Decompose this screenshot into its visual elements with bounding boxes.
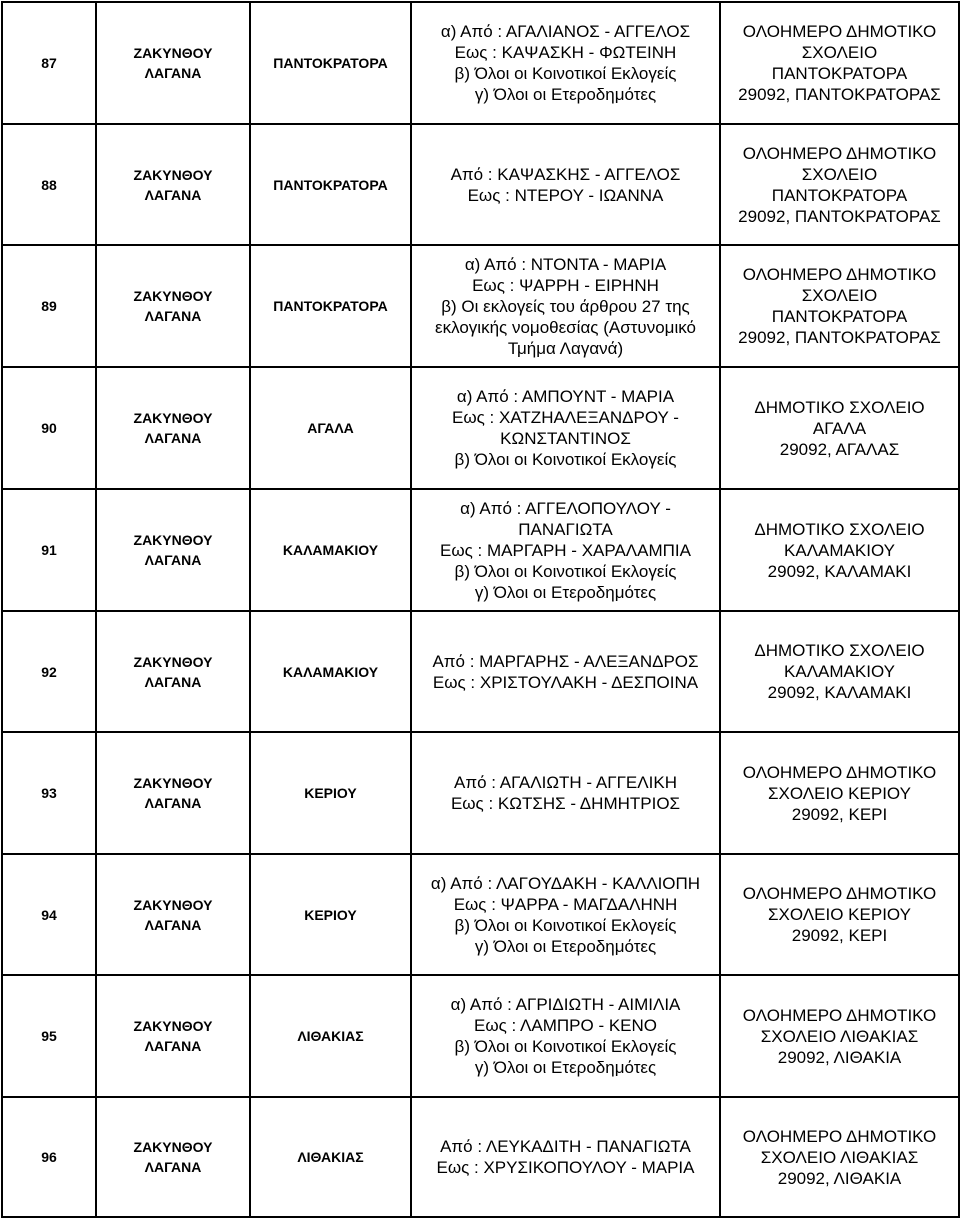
place-line: 29092, ΠΑΝΤΟΚΡΑΤΟΡΑΣ <box>738 85 941 104</box>
table-row <box>2 245 959 367</box>
place-line: ΟΛΟΗΜΕΡΟ ΔΗΜΟΤΙΚΟ <box>742 265 937 284</box>
voters-line: β) Όλοι οι Κοινοτικοί Εκλογείς <box>454 561 677 581</box>
voters-line: γ) Όλοι οι Ετεροδημότες <box>474 936 657 956</box>
table-row <box>2 367 959 489</box>
place-line: 29092, ΠΑΝΤΟΚΡΑΤΟΡΑΣ <box>738 328 941 347</box>
station-number: 89 <box>2 245 96 367</box>
municipality-line: ΖΑΚΥΝΘΟΥ <box>133 775 213 791</box>
voters-line: Από : ΛΕΥΚΑΔΙΤΗ - ΠΑΝΑΓΙΩΤΑ <box>440 1137 691 1156</box>
table-row <box>2 975 959 1097</box>
polling-place-cell <box>720 975 959 1097</box>
place-line: 29092, ΚΑΛΑΜΑΚΙ <box>767 683 912 702</box>
station-number: 96 <box>2 1097 96 1217</box>
voters-range-cell <box>411 975 720 1097</box>
municipality-line: ΛΑΓΑΝΑ <box>144 1038 202 1054</box>
place-line: ΣΧΟΛΕΙΟ <box>801 286 878 305</box>
municipality-cell <box>96 2 250 124</box>
municipality-cell <box>96 975 250 1097</box>
place-line: ΣΧΟΛΕΙΟ ΚΕΡΙΟΥ <box>768 783 911 803</box>
polling-stations-table <box>1 1 960 1218</box>
area-name: ΠΑΝΤΟΚΡΑΤΟΡΑ <box>250 245 411 367</box>
place-line: ΟΛΟΗΜΕΡΟ ΔΗΜΟΤΙΚΟ <box>742 143 937 163</box>
voters-line: β) Όλοι οι Κοινοτικοί Εκλογείς <box>454 915 677 935</box>
municipality-line: ΛΑΓΑΝΑ <box>144 430 202 446</box>
voters-line: γ) Όλοι οι Ετεροδημότες <box>474 582 657 602</box>
municipality-line: ΖΑΚΥΝΘΟΥ <box>133 410 213 426</box>
voters-line: Από : ΑΓΑΛΙΩΤΗ - ΑΓΓΕΛΙΚΗ <box>454 773 677 792</box>
voters-line: Τμήμα Λαγανά) <box>507 338 624 358</box>
place-line: 29092, ΚΕΡΙ <box>791 804 888 824</box>
municipality-line: ΖΑΚΥΝΘΟΥ <box>133 45 213 61</box>
voters-line: α) Από : ΑΓΑΛΙΑΝΟΣ - ΑΓΓΕΛΟΣ <box>440 22 691 41</box>
polling-place-cell <box>720 854 959 975</box>
municipality-cell <box>96 489 250 611</box>
table-row <box>2 2 959 124</box>
area-name: ΠΑΝΤΟΚΡΑΤΟΡΑ <box>250 124 411 245</box>
voters-line: Εως : ΨΑΡΡΑ - ΜΑΓΔΑΛΗΝΗ <box>453 894 678 914</box>
place-line: ΟΛΟΗΜΕΡΟ ΔΗΜΟΤΙΚΟ <box>742 1005 937 1025</box>
place-line: ΟΛΟΗΜΕΡΟ ΔΗΜΟΤΙΚΟ <box>742 884 937 903</box>
place-line: 29092, ΛΙΘΑΚΙΑ <box>777 1168 902 1188</box>
place-line: 29092, ΑΓΑΛΑΣ <box>779 439 900 459</box>
place-line: ΠΑΝΤΟΚΡΑΤΟΡΑ <box>771 64 908 83</box>
voters-line: Εως : ΧΡΙΣΤΟΥΛΑΚΗ - ΔΕΣΠΟΙΝΑ <box>432 672 699 692</box>
municipality-line: ΛΑΓΑΝΑ <box>144 552 202 568</box>
voters-line: α) Από : ΝΤΟΝΤΑ - ΜΑΡΙΑ <box>464 254 667 274</box>
station-number: 95 <box>2 975 96 1097</box>
polling-place-cell <box>720 489 959 611</box>
voters-line: Εως : ΝΤΕΡΟΥ - ΙΩΑΝΝΑ <box>467 185 664 205</box>
voters-line: Εως : ΧΑΤΖΗΑΛΕΞΑΝΔΡΟΥ - <box>452 408 679 427</box>
municipality-line: ΛΑΓΑΝΑ <box>144 1159 202 1175</box>
place-line: ΠΑΝΤΟΚΡΑΤΟΡΑ <box>771 185 908 205</box>
station-number: 88 <box>2 124 96 245</box>
municipality-line: ΖΑΚΥΝΘΟΥ <box>133 166 213 183</box>
voters-line: β) Όλοι οι Κοινοτικοί Εκλογείς <box>454 1037 677 1056</box>
municipality-line: ΖΑΚΥΝΘΟΥ <box>133 532 213 548</box>
voters-range-cell <box>411 732 720 854</box>
voters-line: Εως : ΧΡΥΣΙΚΟΠΟΥΛΟΥ - ΜΑΡΙΑ <box>436 1158 695 1177</box>
place-line: ΟΛΟΗΜΕΡΟ ΔΗΜΟΤΙΚΟ <box>742 22 937 41</box>
area-name: ΚΕΡΙΟΥ <box>250 732 411 854</box>
voters-line: α) Από : ΛΑΓΟΥΔΑΚΗ - ΚΑΛΛΙΟΠΗ <box>430 873 701 893</box>
table-row <box>2 489 959 611</box>
voters-line: γ) Όλοι οι Ετεροδημότες <box>474 1058 657 1077</box>
municipality-line: ΛΑΓΑΝΑ <box>144 186 202 203</box>
voters-line: α) Από : ΑΜΠΟΥΝΤ - ΜΑΡΙΑ <box>456 387 675 406</box>
voters-line: Εως : ΜΑΡΓΑΡΗ - ΧΑΡΑΛΑΜΠΙΑ <box>440 540 691 560</box>
place-line: 29092, ΛΙΘΑΚΙΑ <box>777 1047 902 1067</box>
municipality-line: ΖΑΚΥΝΘΟΥ <box>133 896 213 913</box>
polling-place-cell <box>720 367 959 489</box>
voters-line: εκλογικής νομοθεσίας (Αστυνομικό <box>435 317 696 337</box>
voters-range-cell <box>411 245 720 367</box>
polling-place-cell <box>720 2 959 124</box>
voters-line: Εως : ΚΩΤΣΗΣ - ΔΗΜΗΤΡΙΟΣ <box>450 794 681 813</box>
place-line: ΚΑΛΑΜΑΚΙΟΥ <box>784 662 895 681</box>
voters-line: ΚΩΝΣΤΑΝΤΙΝΟΣ <box>500 429 631 448</box>
voters-line: Από : ΜΑΡΓΑΡΗΣ - ΑΛΕΞΑΝΔΡΟΣ <box>432 651 699 671</box>
municipality-cell <box>96 245 250 367</box>
municipality-line: ΖΑΚΥΝΘΟΥ <box>133 1139 213 1155</box>
place-line: ΔΗΜΟΤΙΚΟ ΣΧΟΛΕΙΟ <box>754 397 925 417</box>
place-line: 29092, ΚΑΛΑΜΑΚΙ <box>767 561 912 581</box>
station-number: 91 <box>2 489 96 611</box>
municipality-line: ΖΑΚΥΝΘΟΥ <box>133 1018 213 1034</box>
voters-range-cell <box>411 2 720 124</box>
station-number: 92 <box>2 611 96 732</box>
table-row <box>2 124 959 245</box>
municipality-line: ΖΑΚΥΝΘΟΥ <box>133 288 213 304</box>
voters-range-cell <box>411 611 720 732</box>
polling-place-cell <box>720 1097 959 1217</box>
place-line: 29092, ΚΕΡΙ <box>791 926 888 945</box>
polling-place-cell <box>720 124 959 245</box>
place-line: ΟΛΟΗΜΕΡΟ ΔΗΜΟΤΙΚΟ <box>742 1126 937 1146</box>
voters-range-cell <box>411 367 720 489</box>
voters-line: α) Από : ΑΓΡΙΔΙΩΤΗ - ΑΙΜΙΛΙΑ <box>450 995 681 1014</box>
municipality-line: ΛΑΓΑΝΑ <box>144 308 202 324</box>
station-number: 90 <box>2 367 96 489</box>
municipality-cell <box>96 611 250 732</box>
area-name: ΠΑΝΤΟΚΡΑΤΟΡΑ <box>250 2 411 124</box>
place-line: ΣΧΟΛΕΙΟ ΚΕΡΙΟΥ <box>768 905 911 924</box>
area-name: ΚΕΡΙΟΥ <box>250 854 411 975</box>
station-number: 94 <box>2 854 96 975</box>
area-name: ΑΓΑΛΑ <box>250 367 411 489</box>
municipality-cell <box>96 732 250 854</box>
place-line: ΠΑΝΤΟΚΡΑΤΟΡΑ <box>771 307 908 326</box>
voters-range-cell <box>411 124 720 245</box>
voters-range-cell <box>411 489 720 611</box>
voters-line: β) Όλοι οι Κοινοτικοί Εκλογείς <box>454 64 677 83</box>
municipality-line: ΛΑΓΑΝΑ <box>144 65 202 81</box>
polling-place-cell <box>720 245 959 367</box>
station-number: 93 <box>2 732 96 854</box>
place-line: ΣΧΟΛΕΙΟ <box>801 164 878 184</box>
place-line: ΔΗΜΟΤΙΚΟ ΣΧΟΛΕΙΟ <box>754 641 925 660</box>
municipality-line: ΛΑΓΑΝΑ <box>144 795 202 811</box>
polling-place-cell <box>720 732 959 854</box>
table-row <box>2 732 959 854</box>
voters-line: Εως : ΚΑΨΑΣΚΗ - ΦΩΤΕΙΝΗ <box>454 43 677 62</box>
place-line: ΣΧΟΛΕΙΟ ΛΙΘΑΚΙΑΣ <box>760 1147 919 1167</box>
voters-line: Εως : ΨΑΡΡΗ - ΕΙΡΗΝΗ <box>472 275 659 295</box>
place-line: ΣΧΟΛΕΙΟ <box>801 43 878 62</box>
municipality-line: ΖΑΚΥΝΘΟΥ <box>133 653 213 670</box>
municipality-line: ΛΑΓΑΝΑ <box>144 673 202 690</box>
place-line: ΔΗΜΟΤΙΚΟ ΣΧΟΛΕΙΟ <box>754 519 925 539</box>
voters-line: Από : ΚΑΨΑΣΚΗΣ - ΑΓΓΕΛΟΣ <box>450 164 681 184</box>
voters-line: Εως : ΛΑΜΠΡΟ - ΚΕΝΟ <box>473 1016 657 1035</box>
voters-line: β) Όλοι οι Κοινοτικοί Εκλογείς <box>454 450 677 469</box>
table-row <box>2 854 959 975</box>
voters-range-cell <box>411 1097 720 1217</box>
area-name: ΛΙΘΑΚΙΑΣ <box>250 1097 411 1217</box>
municipality-line: ΛΑΓΑΝΑ <box>144 916 202 933</box>
place-line: ΚΑΛΑΜΑΚΙΟΥ <box>784 540 895 560</box>
voters-range-cell <box>411 854 720 975</box>
area-name: ΛΙΘΑΚΙΑΣ <box>250 975 411 1097</box>
municipality-cell <box>96 854 250 975</box>
voters-line: γ) Όλοι οι Ετεροδημότες <box>474 85 657 104</box>
voters-line: β) Οι εκλογείς του άρθρου 27 της <box>441 296 690 316</box>
polling-place-cell <box>720 611 959 732</box>
voters-line: α) Από : ΑΓΓΕΛΟΠΟΥΛΟΥ - <box>460 498 671 518</box>
place-line: ΣΧΟΛΕΙΟ ΛΙΘΑΚΙΑΣ <box>760 1026 919 1046</box>
municipality-cell <box>96 124 250 245</box>
voters-line: ΠΑΝΑΓΙΩΤΑ <box>518 519 613 539</box>
municipality-cell <box>96 1097 250 1217</box>
area-name: ΚΑΛΑΜΑΚΙΟΥ <box>250 489 411 611</box>
area-name: ΚΑΛΑΜΑΚΙΟΥ <box>250 611 411 732</box>
municipality-cell <box>96 367 250 489</box>
place-line: 29092, ΠΑΝΤΟΚΡΑΤΟΡΑΣ <box>738 206 941 226</box>
table-row <box>2 611 959 732</box>
table-row <box>2 1097 959 1217</box>
place-line: ΟΛΟΗΜΕΡΟ ΔΗΜΟΤΙΚΟ <box>742 762 937 782</box>
station-number: 87 <box>2 2 96 124</box>
place-line: ΑΓΑΛΑ <box>812 418 867 438</box>
